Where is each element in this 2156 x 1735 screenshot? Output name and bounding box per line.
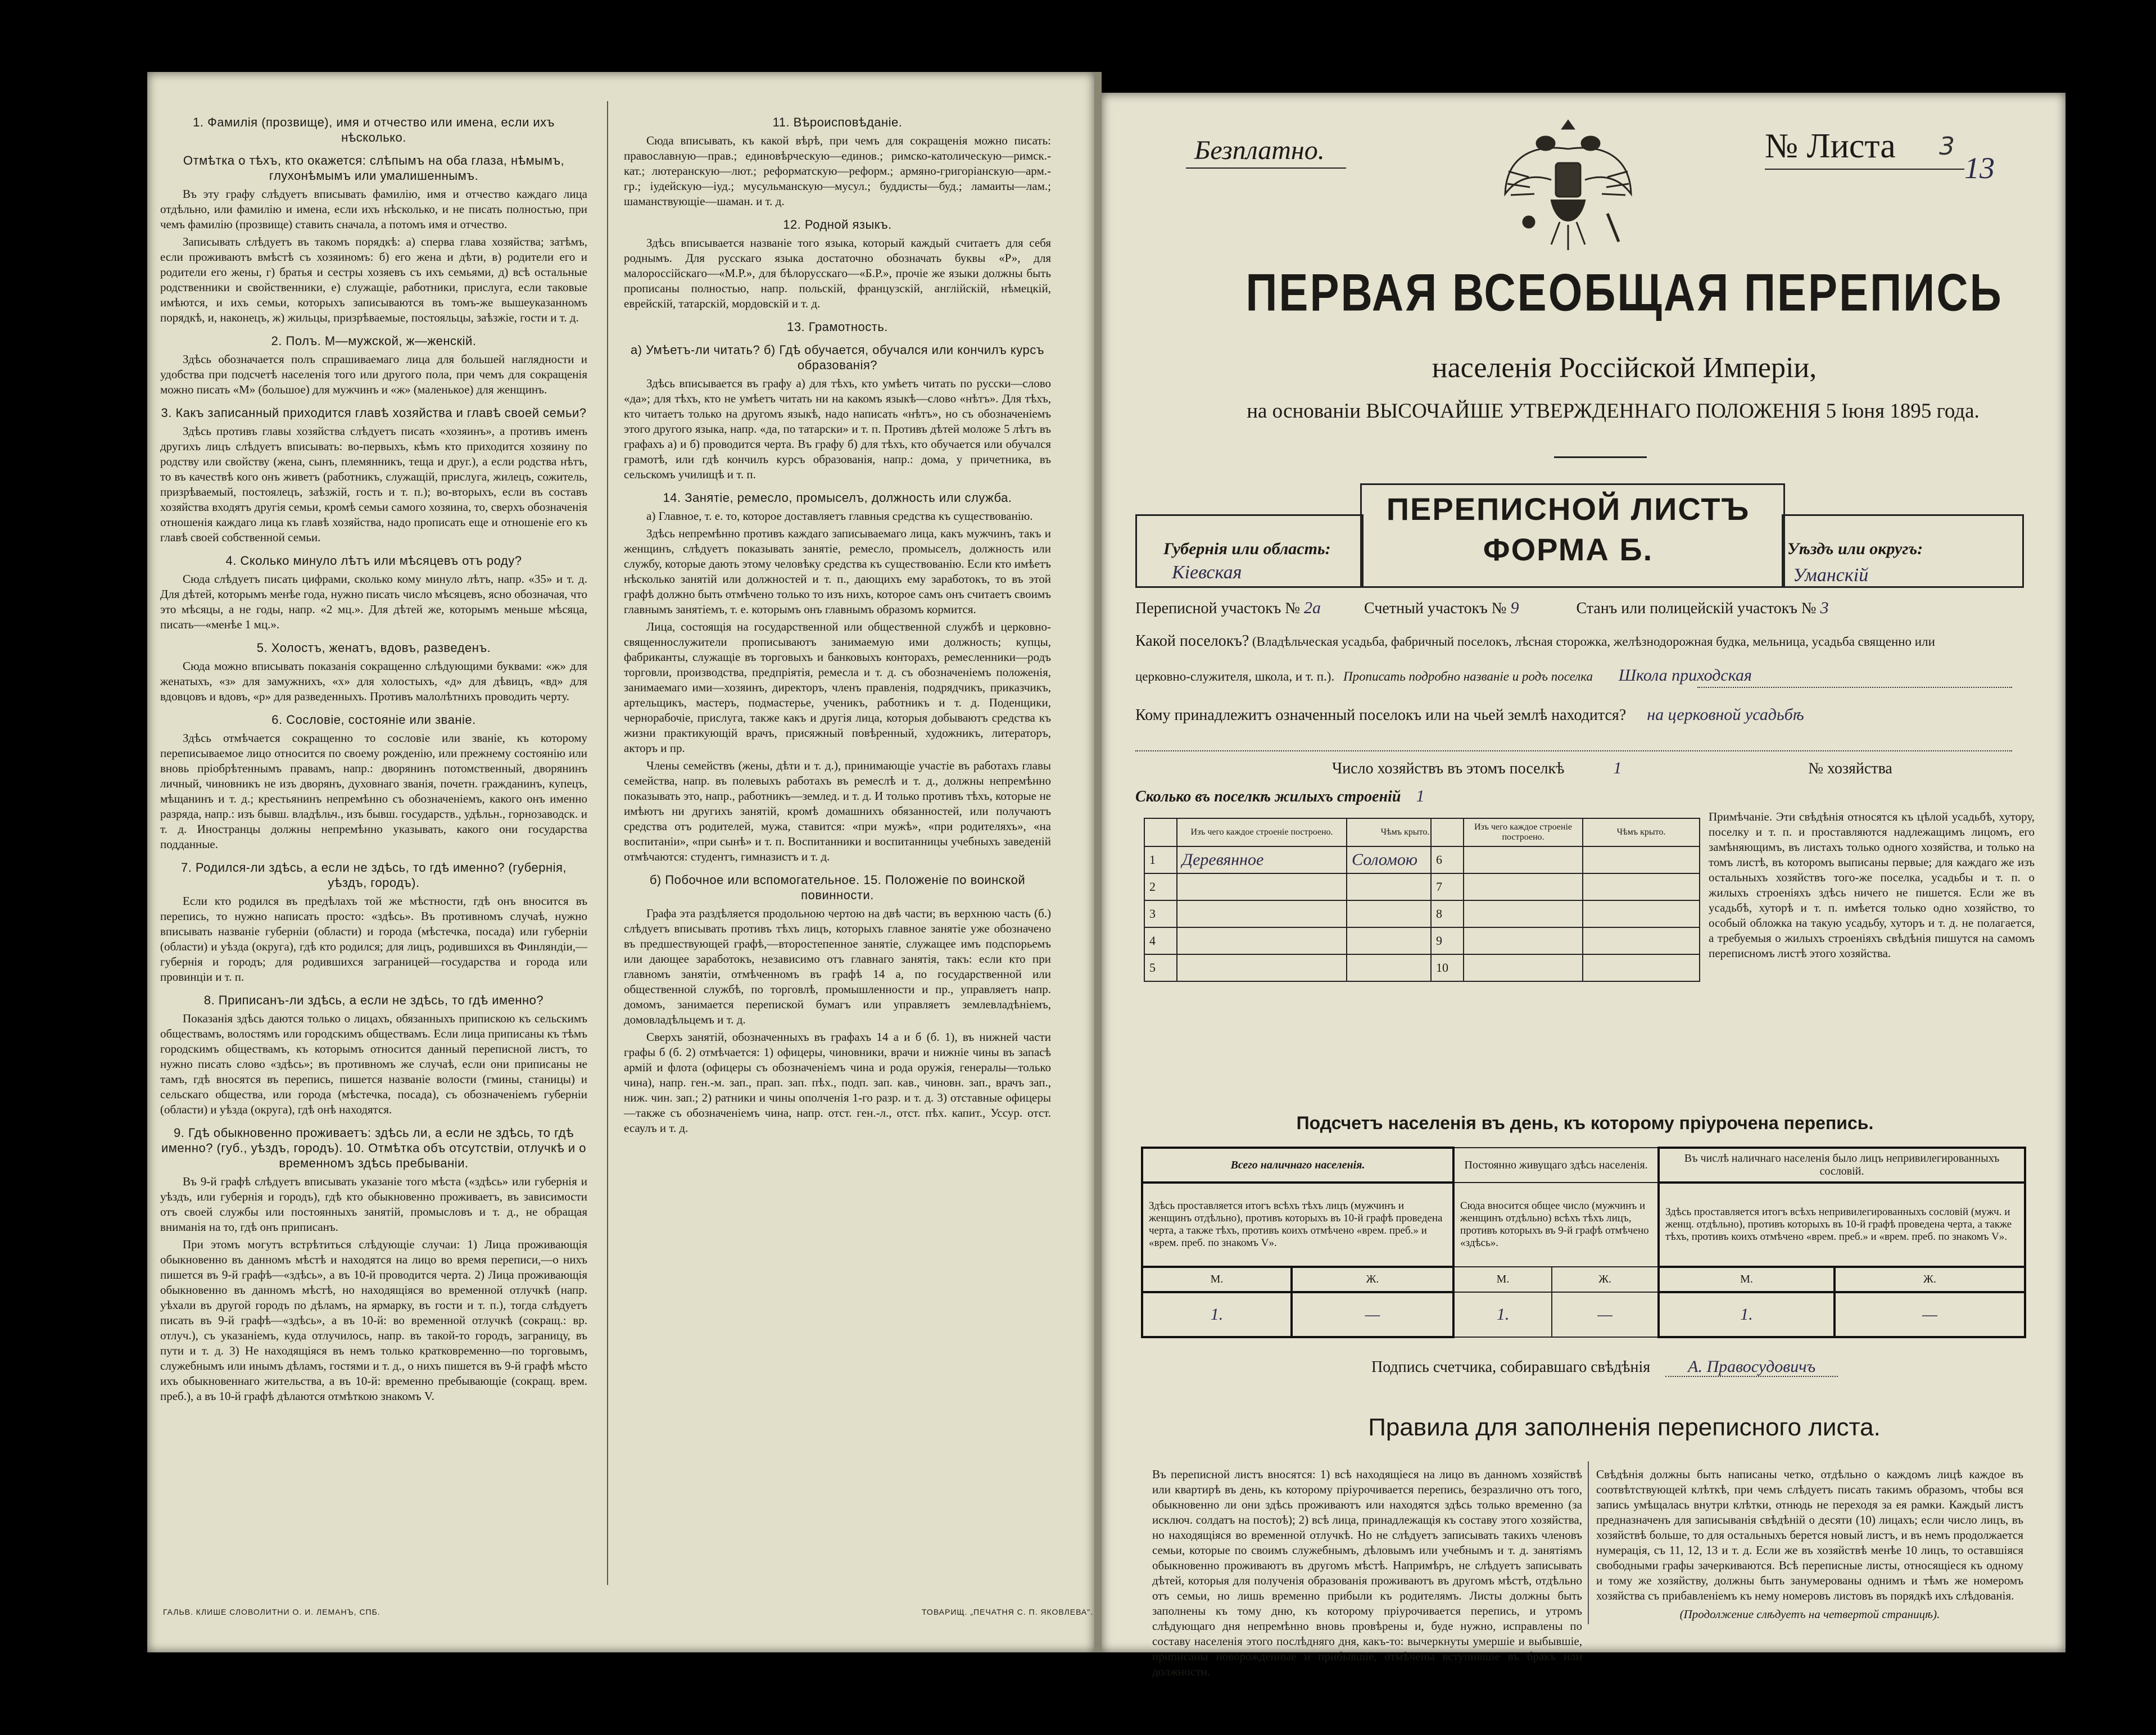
nonprivileged-head: Въ числѣ наличнаго населенія было лицъ непривилегированныхъ сословій. — [1659, 1148, 2025, 1183]
instruction-paragraph: Въ эту графу слѣдуетъ вписывать фамилію, имя и отчество каждаго лица отдѣльно, или фамилію и имена, если ихъ нѣсколько, и не писать полностью, при чемъ фамилію (прозвище) ставить сначала, а потомъ имя и отчество. — [160, 187, 587, 231]
province-label: Губернія или область: — [1163, 540, 1331, 558]
instruction-paragraph: Въ 9-й графѣ слѣдуетъ вписывать указаніе того мѣста («здѣсь» или губернія и уѣздъ, или губернія и городъ), гдѣ кто обыкновенно проживаетъ, въ зависимости отъ своей службы или постоянныхъ занятій, промысловъ и т. д., не обращая вниманія на то, гдѣ онъ приписанъ. — [160, 1175, 587, 1234]
building-material — [1464, 846, 1583, 873]
settlement-dotline — [1697, 687, 2012, 688]
building-row — [1431, 846, 1700, 873]
instruction-paragraph: Здѣсь вписывается названіе того языка, который каждый считаетъ для себя роднымъ. Для русскаго языка достаточно обозначать буквы «Р», для малороссійскаго—«М.Р.», для бѣлорусскаго—«Б.Р.», прочіе же языки должны быть прописаны полностью, напр. польскій, французскій, англійскій, нѣмецкій, еврейскій, татарскій, мордовскій и т. д. — [624, 236, 1051, 310]
section-heading: 14. Занятіе, ремесло, промыселъ, должность или служба. — [663, 491, 1012, 505]
instruction-paragraph: Здѣсь непремѣнно противъ каждаго записываемаго лица, какъ мужчинъ, такъ и женщинъ, слѣдуетъ показывать занятіе, ремесло, промыселъ, должность или службу, которые дають этому человѣку средства къ существованію. Если кто имѣетъ нѣсколько занятій или должностей и т. п., дающихъ ему заработокъ, то въ этой графѣ должно быть отмѣчено только то изъ нихъ, которое самъ онъ считаетъ своимъ главнымъ занятіемъ, т. е. которымъ онъ главнымъ образомъ кормится. — [624, 527, 1051, 616]
total-m-label: М. — [1142, 1267, 1292, 1292]
building-number: 5 — [1144, 954, 1177, 981]
total-population-head: Всего наличнаго населенія. — [1142, 1148, 1453, 1183]
bt-num-head — [1431, 818, 1464, 846]
permanent-population-desc: Сюда вносится общее число (мужчинъ и женщинъ отдѣльно) всѣхъ тѣхъ лицъ, противъ которыхъ въ 9-й графѣ отмѣчено «здѣсь». — [1453, 1183, 1659, 1267]
total-f-value: — — [1292, 1292, 1453, 1337]
signature-row — [1371, 1357, 1838, 1376]
building-row — [1144, 954, 1464, 981]
free-underline — [1186, 167, 1346, 169]
instruction-paragraph: Сюда можно вписывать показанія сокращенно слѣдующими буквами: «ж» для женатыхъ, «з» для замужнихъ, «х» для холостыхъ, «д» для дѣвицъ, «вд» для вдовцовъ и вдовъ, «р» для разведенныхъ. Противъ малолѣтнихъ проводить черту. — [160, 659, 587, 703]
settlement-hint-3: Прописать подробно названіе и родъ поселка — [1343, 669, 1593, 683]
building-row — [1144, 927, 1464, 954]
building-number: 2 — [1144, 873, 1177, 900]
population-count-title: Подсчетъ населенія въ день, къ которому пріурочена перепись. — [1296, 1113, 1874, 1133]
column-divider — [607, 101, 608, 1585]
census-area-value: 2а — [1304, 599, 1321, 617]
instruction-paragraph: Здѣсь отмѣчается сокращенно то сословіе или званіе, къ которому переписываемое лицо относится по своему рожденію, или прежнему состоянію или вновь пріобрѣтеннымъ правамъ, напр.: дворянинъ потомственный, дворянинъ личный, чиновникъ не изъ дворянъ, духовнаго званія, почетн. гражданинъ, купецъ, мѣщанинъ и т. д.; крестьянинъ непремѣнно съ обозначеніемъ, какого онъ именно разряда, напр.: изъ бывш. владѣльч., изъ бывш. государств., удѣльн., горнозаводск. и т. д. Иностранцы должны непремѣнно указывать, какого они государства подданные. — [160, 731, 587, 851]
rules-divider — [1588, 1461, 1589, 1624]
section-heading: а) Умѣетъ-ли читать? б) Гдѣ обучается, обучался или кончилъ курсъ образованія? — [630, 343, 1045, 372]
permanent-population-head: Постоянно живущаго здѣсь населенія. — [1453, 1148, 1659, 1183]
section-heading: 6. Сословіе, состояніе или званіе. — [271, 713, 476, 727]
building-roof: Соломою — [1347, 846, 1464, 873]
sheet-number-label: № Листа — [1765, 127, 1896, 165]
building-roof — [1583, 873, 1700, 900]
building-row — [1144, 873, 1464, 900]
instruction-paragraph: Графа эта раздѣляется продольною чертою на двѣ части; въ верхнюю часть (б.) слѣдуетъ вписывать противъ тѣхъ лицъ, которыхъ главное занятіе уже обозначено въ предшествующей графѣ,—второстепенное занятіе, служащее имъ подспорьемъ или дающее заработокъ, независимо отъ главнаго занятія, такъ: если кто при главномъ занятіи, отмѣченномъ въ графѣ 14 а, по государственной или общественной службѣ, по торговлѣ, промышленности и пр., управляетъ напр. домомъ, занимается перепиской бумагъ или управляетъ землевладѣніемъ, домовладѣльцемъ и т. д. — [624, 907, 1051, 1026]
uezd-label: Уѣздъ или округъ: — [1787, 540, 1923, 558]
page-fold — [1094, 72, 1102, 1652]
province-value: Кіевская — [1172, 562, 1242, 583]
count-area-value: 9 — [1510, 599, 1519, 617]
instruction-paragraph: Здѣсь обозначается полъ спрашиваемаго лица для большей наглядности и удобства при подсчетѣ населенія того или другого пола, при чемъ для сокращенія можно писать «М» (большое) для мужчинъ и «ж» (маленькое) для женщинъ. — [160, 352, 587, 396]
building-row — [1144, 900, 1464, 927]
perm-f-label: Ж. — [1552, 1267, 1659, 1292]
buildings-note: Примѣчаніе. Эти свѣдѣнія относятся къ цѣлой усадьбѣ, хутору, поселку и т. п. и проставляются надлежащимъ лицомъ, его замѣняющимъ, въ листахъ только одного хозяйства, и только на томъ листѣ, въ которомъ выписаны первые; для каждаго же изъ остальныхъ хозяйствъ того-же поселка, усадьбы и т. п. о жилыхъ строеніяхъ здѣсь ничего не пишется. Если же въ усадьбѣ, хуторѣ и т. п. имѣется только одно хозяйство, то особый обложка на такую усадьбу, хуторъ и т. д. не полагается, а требуемыя о жилыхъ строеніяхъ свѣдѣнія пишутся на самомъ переписномъ листѣ этого хозяйства. — [1709, 810, 2035, 960]
census-area-row — [1135, 599, 1854, 618]
households-row — [1332, 759, 1892, 778]
signature-value: А. Правосудовичъ — [1665, 1357, 1838, 1377]
rules-title: Правила для заполненія переписного листа. — [1368, 1414, 1881, 1441]
form-title-line-1: ПЕРЕПИСНОЙ ЛИСТЪ — [1386, 491, 1750, 527]
census-area-label: Переписной участокъ № — [1135, 600, 1301, 617]
rules-column-1: Въ переписной листъ вносятся: 1) всѣ находящіеся на лицо въ данномъ хозяйствѣ или квартирѣ въ день, къ которому пріурочивается перепись, безразлично отъ того, обыкновенно ли они здѣсь проживаютъ или находятся здѣсь только временно (за исключ. солдатъ на постоѣ); 2) всѣ лица, принадлежащія къ составу этого хозяйства, но находящіяся во временной отлучкѣ. Но не слѣдуетъ записывать такихъ членовъ семьи, которые по своимъ служебнымъ, дѣловымъ или учебнымъ и т. д. занятіямъ обыкновенно проживаютъ въ другомъ мѣстѣ. Напримѣръ, не слѣдуетъ записывать дѣтей, которыя для полученія образованія проживаютъ въ другомъ мѣстѣ, отдѣльно отъ семьи, но лишь временно прибыли къ родителямъ. Листы должны быть заполнены къ тому дню, къ которому пріурочивается перепись, и утромъ слѣдующаго дня непремѣнно вновь провѣрены и, буде нужно, исправлены по составу населенія этого послѣдняго дня, какъ-то: вычеркнуты умершіе и выбывшіе, приписаны новорожденные и прибывшіе, отмѣчены вступившіе въ бракъ или должности. — [1152, 1467, 1582, 1678]
building-row — [1431, 873, 1700, 900]
total-f-label: Ж. — [1292, 1267, 1453, 1292]
section-heading: 2. Полъ. М—мужской, ж—женскій. — [271, 334, 477, 348]
settlement-hint-2: церковно-служителя, школа, и т. п.). — [1135, 669, 1335, 683]
section-heading: Отмѣтка о тѣхъ, кто окажется: слѣпымъ на оба глаза, нѣмымъ, глухонѣмымъ или умалишеннымъ. — [183, 153, 565, 183]
instruction-paragraph: а) Главное, т. е. то, которое доставляетъ главныя средства къ существованію. — [646, 509, 1033, 523]
building-number: 10 — [1431, 954, 1464, 981]
section-heading: 4. Сколько минуло лѣтъ или мѣсяцевъ отъ роду? — [225, 554, 522, 568]
instruction-paragraph: Сюда слѣдуетъ писать цифрами, сколько кому минуло лѣтъ, напр. «35» и т. д. Для дѣтей, которымъ менѣе года, нужно писать число мѣсяцевъ, ясно обозначая, что это мѣсяцы, а не годы, напр. «2 мц.». Для дѣтей же, которымъ меньше мѣсяца, писать—«менѣе 1 мц.». — [160, 572, 587, 631]
perm-m-label: М. — [1453, 1267, 1552, 1292]
instruction-paragraph: Лица, состоящія на государственной или общественной службѣ и церковно-священнослужители прописываютъ занимаемую ими должность; купцы, фабриканты, служащіе въ торговыхъ и банковыхъ конторахъ, ремесленники—родъ торговли, производства, предпріятія, ремесла и т. д. съ обозначеніемъ положенія, занимаемаго ими—хозяинъ, директоръ, членъ правленія, подрядчикъ, приказчикъ, артельщикъ, мастеръ, подмастерье, ученикъ, работникъ и т. д. Поденщики, чернорабочіе, прислуга, также какъ и другія лица, которыя добываютъ средства къ жизни практикующій врачъ, присяжный повѣренный, художникъ, литераторъ, акторъ и пр. — [624, 620, 1051, 755]
total-population-desc: Здѣсь проставляется итогъ всѣхъ тѣхъ лицъ (мужчинъ и женщинъ отдѣльно), противъ которыхъ въ 10-й графѣ проведена черта, а также тѣхъ, противъ коихъ отмѣчено «врем. преб.» и «врем. преб. по знакомъ V». — [1142, 1183, 1453, 1267]
rules-column-2-text: Свѣдѣнія должны быть написаны четко, отдѣльно о каждомъ лицѣ каждое въ соотвѣтствующей клѣткѣ, при чемъ слѣдуетъ писать такимъ образомъ, чтобы вся запись умѣщалась внутри клѣтки, отнюдь не переходя за ея рамки. Каждый листъ предназначенъ для записыванія свѣдѣній о десяти (10) лицахъ; если число лицъ, въ хозяйствѣ больше, то для остальныхъ берется новый листъ, и въ немъ продолжается нумерація, съ 11, 12, 13 и т. д. Если же въ хозяйствѣ менѣе 10 лицъ, то оставшіяся свободными графы зачеркиваются. Всѣ переписные листы, относящіеся къ одному и тому же хозяйству, должны быть занумерованы однимъ и тѣмъ же номеромъ хозяйства съ прибавленіемъ къ нему номеровъ листовъ въ порядкѣ ихъ слѣдованія. — [1596, 1467, 2023, 1602]
settlement-label: Какой поселокъ? — [1135, 632, 1249, 650]
section-heading: б) Побочное или вспомогательное. 15. Положеніе по воинской повинности. — [649, 873, 1026, 902]
signature-label: Подпись счетчика, собиравшаго свѣдѣнія — [1371, 1358, 1651, 1376]
building-number: 4 — [1144, 927, 1177, 954]
building-number: 3 — [1144, 900, 1177, 927]
owner-value: на церковной усадьбѣ — [1647, 705, 1804, 724]
settlement-row-2 — [1135, 666, 1752, 685]
owner-row — [1135, 705, 1804, 724]
printer-imprint-left: ГАЛЬВ. КЛИШЕ СЛОВОЛИТНИ О. И. ЛЕМАНЪ, СПБ. — [163, 1607, 381, 1616]
count-area-label: Счетный участокъ № — [1364, 600, 1507, 617]
camp-label: Станъ или полицейскій участокъ № — [1576, 600, 1817, 617]
building-material — [1464, 900, 1583, 927]
building-number: 9 — [1431, 927, 1464, 954]
population-count-table — [1141, 1147, 2026, 1338]
sheet-number-value: 3 — [1939, 132, 1955, 161]
building-number: 6 — [1431, 846, 1464, 873]
instruction-paragraph: Здѣсь вписывается въ графу а) для тѣхъ, кто умѣетъ читать по русски—слово «да»; для тѣхъ, кто не умѣетъ читать ни на какомъ языкѣ—слово «нѣтъ». Для тѣхъ, кто читаетъ только на другомъ языкѣ, надо написать «нѣтъ», но съ обозначеніемъ этого другого языка, напр. «да, по татарски» и т. п. Противъ дѣтей моложе 5 лѣтъ въ графахъ а) и б) проводится черта. Въ графу б) для тѣхъ, кто обучается или обучался грамотѣ, или гдѣ кончилъ курсъ образованія, напр.: дома, у причетника, въ сельскомъ училищѣ и т. п. — [624, 377, 1051, 481]
nonprivileged-desc: Здѣсь проставляется итогъ всѣхъ непривилегированныхъ сословій (мужч. и женщ. отдѣльно), противъ которыхъ въ 10-й графѣ проведена черта, а также тѣхъ, противъ коихъ отмѣчено «врем. преб.» и «врем. преб. по знакомъ V». — [1659, 1183, 2025, 1267]
section-heading: 3. Какъ записанный приходится главѣ хозяйства и главѣ своей семьи? — [161, 406, 587, 420]
settlement-row — [1135, 632, 1935, 650]
section-heading: 7. Родился-ли здѣсь, а если не здѣсь, то гдѣ именно? (губернія, уѣздъ, городъ). — [180, 860, 567, 890]
instruction-paragraph: Если кто родился въ предѣлахъ той же мѣстности, гдѣ онъ вносится въ перепись, то нужно написать просто: «здѣсь». Въ противномъ случаѣ, нужно вписывать названіе губерніи (области) и города (мѣстечка, посада) или губерніи (области) и уѣзда (округа), гдѣ кто родился; для лицъ, родившихся въ Финляндіи,—губернія и городъ; для родившихся заграницей—государства и города или провинціи и т. п. — [160, 894, 587, 984]
building-material — [1177, 954, 1347, 981]
buildings-label: Сколько въ поселкѣ жилыхъ строеній — [1135, 788, 1401, 805]
building-roof — [1583, 927, 1700, 954]
building-material: Деревянное — [1177, 846, 1347, 873]
form-title — [1366, 489, 1770, 570]
buildings-table-right — [1430, 818, 1700, 982]
settlement-value: Школа приходская — [1618, 666, 1752, 685]
free-label: Безплатно. — [1194, 135, 1325, 165]
building-material — [1464, 954, 1583, 981]
page-subtitle: населенія Россійской Имперіи, — [1432, 352, 1817, 384]
left-column-1 — [160, 107, 587, 1406]
bt-material-head: Изъ чего каждое строеніе построено. — [1464, 818, 1583, 846]
camp-value: 3 — [1820, 599, 1829, 617]
page-title: ПЕРВАЯ ВСЕОБЩАЯ ПЕРЕПИСЬ — [1245, 262, 2003, 322]
rules-column-2 — [1596, 1467, 2023, 1622]
section-heading: 13. Грамотность. — [787, 320, 888, 334]
form-title-line-2: ФОРМА Б. — [1483, 532, 1654, 567]
nonpriv-f-value: — — [1835, 1292, 2025, 1337]
printer-imprint-right: ТОВАРИЩ. „ПЕЧАТНЯ С. П. ЯКОВЛЕВА". — [922, 1607, 1094, 1616]
owner-dotline — [1135, 750, 2012, 751]
section-heading: 12. Родной языкъ. — [783, 218, 892, 232]
bt-material-head: Изъ чего каждое строеніе построено. — [1177, 818, 1347, 846]
bt-num-head — [1144, 818, 1177, 846]
building-material — [1177, 927, 1347, 954]
instruction-paragraph: Сюда вписывать, къ какой вѣрѣ, при чемъ для сокращенія можно писать: православную—прав.; единовѣрческую—единов.; римско-католическую—римск.-кат.; лютеранскую—лют.; реформатскую—реформ.; армяно-григоріанскую—арм.-гр.; іудейскую—іуд.; мусульманскую—мусул.; буддисты—буд.; ламаиты—лам.; шаманствующіе—шаман. и т. д. — [624, 134, 1051, 208]
section-heading: 5. Холостъ, женатъ, вдовъ, разведенъ. — [256, 641, 491, 655]
building-number: 7 — [1431, 873, 1464, 900]
settlement-hint-1: (Владѣльческая усадьба, фабричный поселокъ, лѣсная сторожка, желѣзнодорожная будка, мельница, усадьба священно или — [1252, 635, 1935, 649]
perm-f-value: — — [1552, 1292, 1659, 1337]
building-roof — [1583, 846, 1700, 873]
uezd-value: Уманскій — [1793, 565, 1869, 586]
buildings-value: 1 — [1416, 787, 1425, 805]
sheet-number-underline — [1765, 169, 1964, 170]
nonpriv-f-label: Ж. — [1835, 1267, 2025, 1292]
household-no-label: № хозяйства — [1808, 760, 1892, 777]
buildings-table-left — [1144, 818, 1464, 982]
building-roof — [1583, 954, 1700, 981]
instruction-paragraph: Сверхъ занятій, обозначенныхъ въ графахъ 14 а и б (б. 1), въ нижней части графы б (б. 2) отмѣчается: 1) офицеры, чиновники, врачи и нижніе чины въ запасѣ армій и флота (офицеры съ обозначеніемъ чина и рода оружія, генералы—только чина), напр. ген.-м. зап., прап. зап. пѣх., подп. зап. кав., чиновн. зап., врачъ зап., ниж. чин. зап.; 2) ратники и чины ополченія 1-го разр. и т. д. 3) отставные офицеры—также съ обозначеніемъ чина, напр. отст. ген.-л., отст. пѣх. капит., Уссур. отст. есаулъ и т. д. — [624, 1030, 1051, 1135]
section-heading: 11. Вѣроисповѣданіе. — [772, 115, 903, 129]
building-row — [1144, 846, 1464, 873]
sheet-number-handwritten: 13 — [1964, 151, 1995, 185]
section-heading: 9. Гдѣ обыкновенно проживаетъ: здѣсь ли, а если не здѣсь, то гдѣ именно? (губ., уѣздъ, городъ). 10. Отмѣтка объ отсутствіи, отлучкѣ и о временномъ здѣсь пребываніи. — [161, 1126, 586, 1170]
building-roof — [1583, 900, 1700, 927]
instruction-paragraph: Записывать слѣдуетъ въ такомъ порядкѣ: а) сперва глава хозяйства; затѣмъ, если проживаютъ вмѣстѣ съ хозяиномъ: б) его жена и дѣти, в) родители его и родители его жены, г) братья и сестры хозяевъ съ ихъ семьями, д) всѣ остальные родственники и свойственники, е) служащіе, работники, прислуга, если таковые имѣются, и ихъ семьи, которыхъ записываются въ томъ-же вышеуказанномъ порядкѣ, и, наконецъ, ж) жильцы, призрѣваемые, постояльцы, заѣзжіе, гости и т. д. — [160, 235, 587, 324]
building-material — [1464, 927, 1583, 954]
households-value: 1 — [1613, 759, 1622, 777]
title-divider — [1554, 456, 1647, 458]
building-row — [1431, 954, 1700, 981]
buildings-row — [1135, 787, 1425, 806]
legal-basis: на основаніи ВЫСОЧАЙШЕ УТВЕРЖДЕННАГО ПОЛОЖЕНІЯ 5 Іюня 1895 года. — [1247, 400, 1980, 423]
building-row — [1431, 900, 1700, 927]
bt-roof-head: Чѣмъ крыто. — [1583, 818, 1700, 846]
building-material — [1177, 873, 1347, 900]
building-material — [1464, 873, 1583, 900]
instruction-paragraph: Здѣсь противъ главы хозяйства слѣдуетъ писать «хозяинъ», а противъ именъ другихъ лицъ слѣдуетъ вписывать: во-первыхъ, кѣмъ кто приходится хозяину по родству или свойству (жена, сынъ, племянникъ, теща и друг.), а если родства нѣтъ, то въ качествѣ кого онъ живетъ (работникъ, служащій, прислуга, жилецъ, сожитель, призрѣваемый, постоялецъ, заѣзжій, гость и т. п.); во-вторыхъ, если въ составъ хозяйства входятъ другія семьи, кромѣ семьи самого хозяина, то, сверхъ обозначенія отношенія каждаго лица къ главѣ хозяйства, надо прописать еще и отношеніе его къ главѣ своей собственной семьи. — [160, 424, 587, 544]
households-label: Число хозяйствъ въ этомъ поселкѣ — [1332, 760, 1565, 777]
bt-roof-head: Чѣмъ крыто. — [1347, 818, 1464, 846]
rules-continuation: (Продолжение слѣдуетъ на четвертой страницѣ). — [1679, 1607, 1940, 1621]
total-m-value: 1. — [1142, 1292, 1292, 1337]
section-heading: 1. Фамилія (прозвище), имя и отчество или имена, если ихъ нѣсколько. — [193, 115, 555, 144]
instruction-paragraph: Члены семействъ (жены, дѣти и т. д.), принимающіе участіе въ работахъ главы семейства, напр. въ полевыхъ работахъ въ ремеслѣ и т. д., должны непремѣнно показывать это, напр., работникъ—землед. и т. д. И только противъ тѣхъ, которые не имѣютъ ни другихъ занятій, кромѣ домашнихъ обязанностей, или получаютъ средства отъ родителей, мужа, ставится: «при мужѣ», «при родителяхъ», «на воспитаніи», «при сынѣ» и т. п. Воспитанники и воспитанницы учебныхъ заведеній отмѣчаются: студентъ, гимназистъ и т. д. — [624, 759, 1051, 863]
double-headed-eagle-emblem — [1495, 110, 1641, 261]
instruction-paragraph: При этомъ могутъ встрѣтиться слѣдующіе случаи: 1) Лица проживающія обыкновенно въ данномъ мѣстѣ и находятся на лицо во время переписи,—о нихъ пишется въ 9-й графѣ—«здѣсь», а въ 10-й проводится черта. 2) Лица проживающія обыкновенно въ данномъ мѣстѣ, но находящіяся во временной отлучкѣ (напр. уѣхали въ другой городъ по дѣламъ, на ярмарку, въ гости и т. п.), тогда слѣдуетъ писать въ 9-й графѣ—«здѣсь», а въ 10-й: во временной отлучкѣ (сокращ.: вр. отлуч.), съ указаніемъ, куда отлучилось, напр. въ такой-то городъ, заграницу, въ пути и т. д. 3) Не находящіяся въ немъ только кратковременно—по торговымъ, служебнымъ или инымъ дѣламъ, гостями и т. д., о нихъ пишется въ 9-й графѣ мѣсто ихъ обыкновеннаго жительства, а въ 10-й: временно пребывающіе (сокращ. врем. преб.), а въ 10-й графѣ дѣлаются отмѣткою знакомъ V. — [160, 1238, 587, 1403]
section-heading: 8. Приписанъ-ли здѣсь, а если не здѣсь, то гдѣ именно? — [203, 993, 544, 1007]
instruction-paragraph: Показанія здѣсь даются только о лицахъ, обязанныхъ припискою къ сельскимъ обществамъ, волостямъ или городскимъ обществамъ. Если лица приписаны къ тѣмъ городскимъ обществамъ, къ которымъ относится данный переписной листъ, то нужно писать слово «здѣсь»; въ противномъ же случаѣ, если они приписаны не тамъ, гдѣ вносятся въ перепись, пишется названіе волости (гмины, станицы) и сельскаго общества, или города (мѣстечка, посада), съ обозначеніемъ губерніи (области) и уѣзда (округа), гдѣ онѣ находятся. — [160, 1012, 587, 1116]
building-row — [1431, 927, 1700, 954]
left-column-2 — [624, 107, 1051, 1138]
building-number: 8 — [1431, 900, 1464, 927]
owner-label: Кому принадлежитъ означенный поселокъ или на чьей землѣ находится? — [1135, 706, 1627, 724]
nonpriv-m-label: М. — [1659, 1267, 1835, 1292]
building-material — [1177, 900, 1347, 927]
building-number: 1 — [1144, 846, 1177, 873]
nonpriv-m-value: 1. — [1659, 1292, 1835, 1337]
perm-m-value: 1. — [1453, 1292, 1552, 1337]
